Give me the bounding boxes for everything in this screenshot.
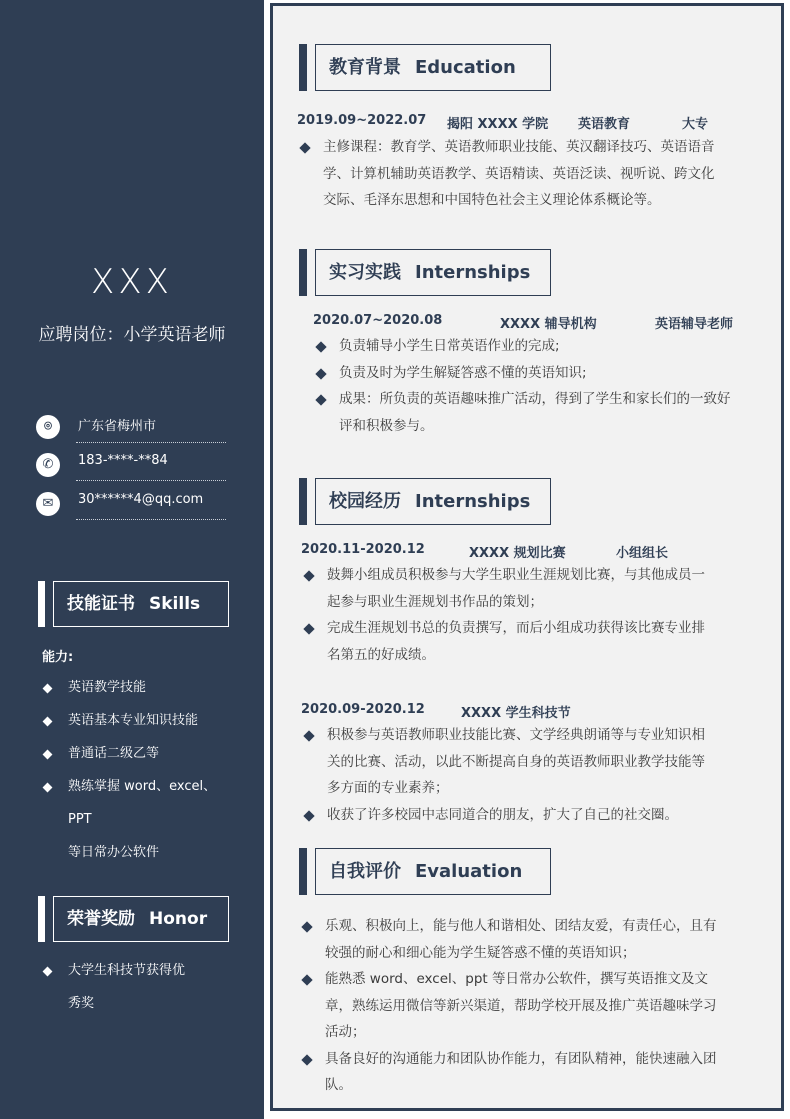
campus-bullets-2: [299, 722, 765, 828]
sidebar: [0, 0, 264, 1119]
diamond-bullet-icon: [43, 783, 53, 793]
divider: [76, 519, 226, 520]
campus-title-en: Internships: [415, 491, 531, 512]
education-title-en: Education: [415, 57, 516, 78]
skills-title-en: Skills: [149, 594, 201, 614]
list-item-continued: 等日常办公软件: [68, 845, 160, 860]
heading-bar: [299, 848, 307, 895]
heading-bar: [299, 44, 307, 91]
email-icon: ✉: [36, 492, 60, 516]
campus-bullets-1: [299, 562, 765, 668]
list-item: 具备良好的沟通能力和团队协作能力，有团队精神，能快速融入团 队。: [297, 1046, 767, 1099]
education-bullets: [295, 134, 765, 214]
campus-role-1: 小组组长: [616, 546, 669, 561]
education-degree: 大专: [682, 117, 709, 132]
list-item: 能熟悉 word、excel、ppt 等日常办公软件，撰写英语推文及文 章，熟练运用微信等新兴渠道，帮助学校开展及推广英语趣味学习 活动；: [297, 966, 767, 1046]
diamond-bullet-icon: [303, 730, 314, 741]
divider: [76, 442, 226, 443]
campus-org-1: XXXX 规划比赛: [469, 546, 566, 561]
list-item: 熟练掌握 word、excel、: [44, 770, 244, 803]
list-item: 完成生涯规划书总的负责撰写，而后小组成功获得该比赛专业排 名第五的好成绩。: [299, 615, 765, 668]
contact-email: [36, 492, 226, 522]
list-item: 普通话二级乙等: [44, 737, 244, 770]
internship-title-cn: 实习实践: [329, 262, 401, 283]
honor-list: [44, 954, 244, 1020]
list-item: 乐观、积极向上，能与他人和谐相处、团结友爱，有责任心，且有 较强的耐心和细心能为学生疑答惑不懂的英语知识；: [297, 913, 767, 966]
diamond-bullet-icon: [43, 967, 53, 977]
diamond-bullet-icon: [303, 570, 314, 581]
evaluation-title-cn: 自我评价: [329, 861, 401, 882]
contact-address: [36, 415, 226, 445]
honor-heading: [38, 896, 229, 942]
email-text: 30******4@qq.com: [78, 492, 204, 507]
education-period: 2019.09~2022.07: [297, 113, 427, 128]
diamond-bullet-icon: [301, 921, 312, 932]
campus-org-2: XXXX 学生科技节: [461, 706, 571, 721]
evaluation-title-en: Evaluation: [415, 861, 523, 882]
internship-heading: [299, 249, 551, 296]
internship-title-en: Internships: [415, 262, 531, 283]
list-item: 成果：所负责的英语趣味推广活动，得到了学生和家长们的一致好 评和积极参与。: [311, 386, 773, 439]
diamond-bullet-icon: [43, 684, 53, 694]
diamond-bullet-icon: [315, 394, 326, 405]
list-item: 负责辅导小学生日常英语作业的完成;: [311, 333, 773, 360]
divider: [76, 480, 226, 481]
contact-phone: [36, 453, 226, 483]
list-item-continued: 秀奖: [68, 996, 95, 1011]
address-text: 广东省梅州市: [78, 419, 157, 434]
evaluation-bullets: [297, 913, 767, 1099]
campus-heading: [299, 478, 551, 525]
heading-bar: [38, 896, 45, 942]
ability-label: 能力:: [42, 650, 74, 665]
campus-title-cn: 校园经历: [329, 491, 401, 512]
diamond-bullet-icon: [43, 750, 53, 760]
diamond-bullet-icon: [315, 368, 326, 379]
list-item: 收获了许多校园中志同道合的朋友，扩大了自己的社交圈。: [299, 802, 765, 829]
diamond-bullet-icon: [315, 341, 326, 352]
heading-box: [315, 478, 551, 525]
education-title-cn: 教育背景: [329, 57, 401, 78]
heading-bar: [299, 249, 307, 296]
diamond-bullet-icon: [301, 974, 312, 985]
list-item: 主修课程：教育学、英语教师职业技能、英汉翻译技巧、英语语音 学、计算机辅助英语教学、英语精读、英语泛读、视听说、跨文化 交际、毛泽东思想和中国特色社会主义理论体系概论等。: [295, 134, 765, 214]
phone-icon: ✆: [36, 453, 60, 477]
education-major: 英语教育: [578, 117, 631, 132]
list-item: 大学生科技节获得优: [44, 954, 244, 987]
campus-period-1: 2020.11-2020.12: [301, 542, 425, 557]
location-pin-icon: ⌾: [36, 415, 60, 439]
main-panel: [270, 3, 784, 1111]
internship-org: XXXX 辅导机构: [500, 317, 597, 332]
phone-text: 183-****-**84: [78, 453, 168, 468]
diamond-bullet-icon: [299, 142, 310, 153]
education-heading: [299, 44, 551, 91]
applied-position: 应聘岗位：小学英语老师: [38, 325, 226, 345]
heading-box: [315, 249, 551, 296]
evaluation-heading: [299, 848, 551, 895]
list-item: 积极参与英语教师职业技能比赛、文学经典朗诵等与专业知识相 关的比赛、活动，以此不断提高自身的英语教师职业教学技能等 多方面的专业素养；: [299, 722, 765, 802]
education-school: 揭阳 XXXX 学院: [447, 117, 549, 132]
honor-title-en: Honor: [149, 909, 208, 929]
diamond-bullet-icon: [301, 1054, 312, 1065]
heading-box: [53, 896, 229, 942]
internship-period: 2020.07~2020.08: [313, 313, 443, 328]
heading-bar: [38, 581, 45, 627]
heading-box: [315, 44, 551, 91]
internship-role: 英语辅导老师: [655, 317, 734, 332]
heading-box: [53, 581, 229, 627]
diamond-bullet-icon: [43, 717, 53, 727]
heading-box: [315, 848, 551, 895]
diamond-bullet-icon: [303, 623, 314, 634]
skills-title-cn: 技能证书: [67, 594, 135, 614]
diamond-bullet-icon: [303, 810, 314, 821]
list-item: 鼓舞小组成员积极参与大学生职业生涯规划比赛，与其他成员一 起参与职业生涯规划书作品的策划；: [299, 562, 765, 615]
skills-heading: [38, 581, 229, 627]
honor-title-cn: 荣誉奖励: [67, 909, 135, 929]
list-item-continued: PPT: [68, 812, 92, 827]
list-item: 负责及时为学生解疑答惑不懂的英语知识;: [311, 360, 773, 387]
list-item: 英语教学技能: [44, 671, 244, 704]
internship-bullets: [311, 333, 773, 439]
campus-period-2: 2020.09-2020.12: [301, 702, 425, 717]
heading-bar: [299, 478, 307, 525]
candidate-name: XXX: [91, 262, 173, 302]
list-item: 英语基本专业知识技能: [44, 704, 244, 737]
skills-list: [44, 671, 244, 869]
